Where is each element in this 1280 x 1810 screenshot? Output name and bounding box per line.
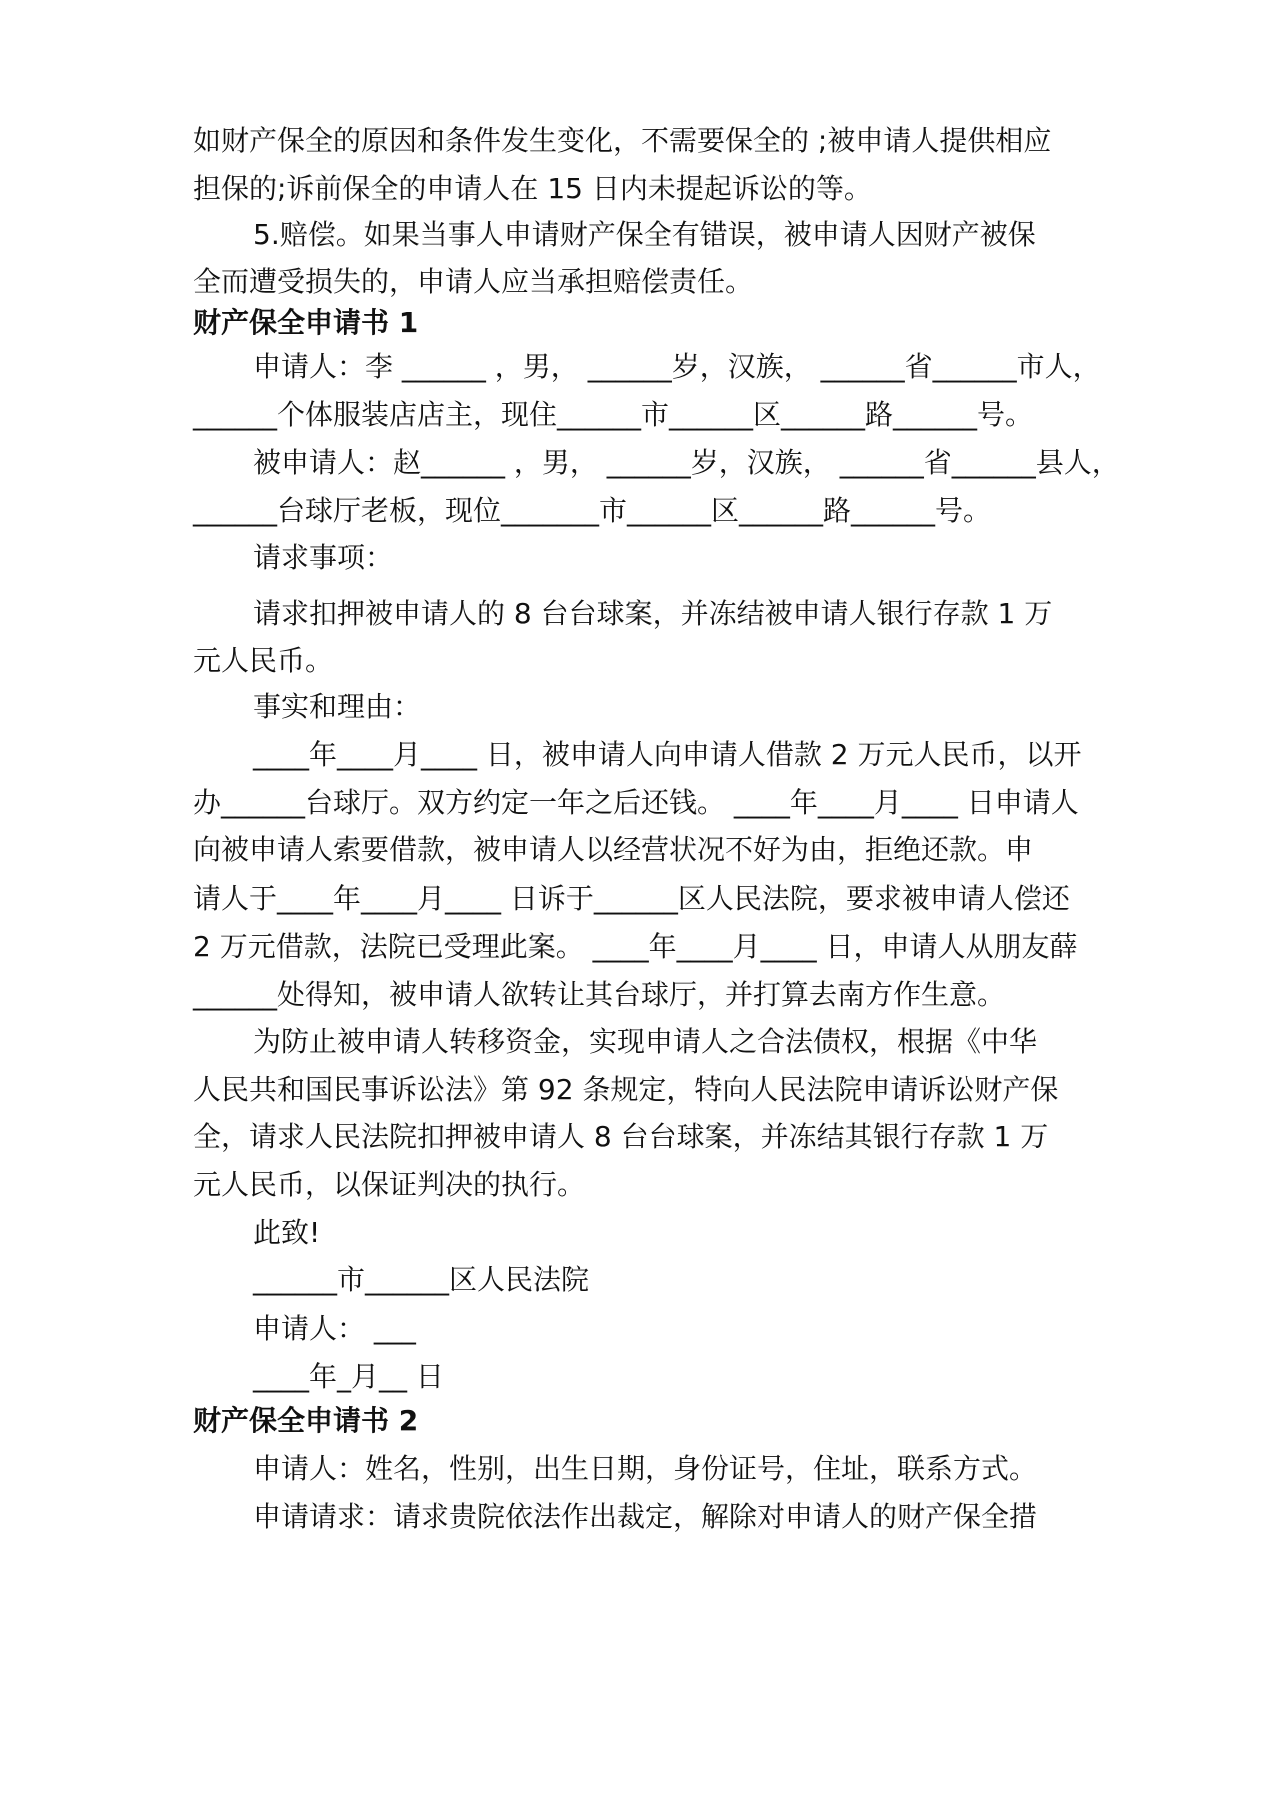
applicant-line: 申请人：李 ______ ，男， ______岁，汉族， ______省______市人， (253, 350, 1101, 383)
paragraph-line: 全而遭受损失的，申请人应当承担赔偿责任。 (193, 265, 754, 298)
salutation: 此致! (253, 1216, 321, 1249)
request-label: 请求事项： (253, 541, 394, 574)
paragraph-line: 请求扣押被申请人的 8 台台球案，并冻结被申请人银行存款 1 万 (253, 597, 1053, 630)
paragraph-line: 元人民币，以保证判决的执行。 (193, 1168, 586, 1201)
paragraph-line: ______处得知，被申请人欲转让其台球厅，并打算去南方作生意。 (193, 978, 1006, 1011)
signature-line: 申请人： ___ (253, 1312, 416, 1345)
paragraph-line: 2 万元借款，法院已受理此案。 ____年____月____ 日，申请人从朋友薛 (193, 930, 1078, 963)
paragraph-line: 人民共和国民事诉讼法》第 92 条规定，特向人民法院申请诉讼财产保 (193, 1073, 1059, 1106)
facts-label: 事实和理由： (253, 690, 422, 723)
date-line: ____年_月__ 日 (253, 1360, 444, 1393)
applicant-line: ______个体服装店店主，现住______市______区______路______号。 (193, 398, 1034, 431)
respondent-line: ______台球厅老板，现位_______市______区______路______号。 (193, 494, 992, 527)
paragraph-line: 申请请求：请求贵院依法作出裁定，解除对申请人的财产保全措 (253, 1500, 1038, 1533)
paragraph-line: 请人于____年____月____ 日诉于______区人民法院，要求被申请人偿还 (193, 882, 1070, 915)
paragraph-line: 元人民币。 (193, 644, 334, 677)
paragraph-line: 为防止被申请人转移资金，实现申请人之合法债权，根据《中华 (253, 1025, 1038, 1058)
section-heading-2: 财产保全申请书 2 (193, 1404, 419, 1437)
paragraph-line: 5.赔偿。如果当事人申请财产保全有错误，被申请人因财产被保 (253, 218, 1036, 251)
court-line: ______市______区人民法院 (253, 1263, 590, 1296)
paragraph-line: 全，请求人民法院扣押被申请人 8 台台球案，并冻结其银行存款 1 万 (193, 1120, 1049, 1153)
paragraph-line: ____年____月____ 日，被申请人向申请人借款 2 万元人民币，以开 (253, 738, 1082, 771)
section-heading-1: 财产保全申请书 1 (193, 306, 419, 339)
paragraph-line: 如财产保全的原因和条件发生变化，不需要保全的 ;被申请人提供相应 (193, 124, 1052, 157)
paragraph-line: 向被申请人索要借款，被申请人以经营状况不好为由，拒绝还款。申 (193, 833, 1034, 866)
respondent-line: 被申请人：赵______ ，男， ______岁，汉族， ______省______县人， (253, 446, 1120, 479)
paragraph-line: 办______台球厅。双方约定一年之后还钱。 ____年____月____ 日申请人 (193, 786, 1079, 819)
paragraph-line: 申请人：姓名，性别，出生日期，身份证号，住址，联系方式。 (253, 1452, 1038, 1485)
paragraph-line: 担保的;诉前保全的申请人在 15 日内未提起诉讼的等。 (193, 172, 872, 205)
